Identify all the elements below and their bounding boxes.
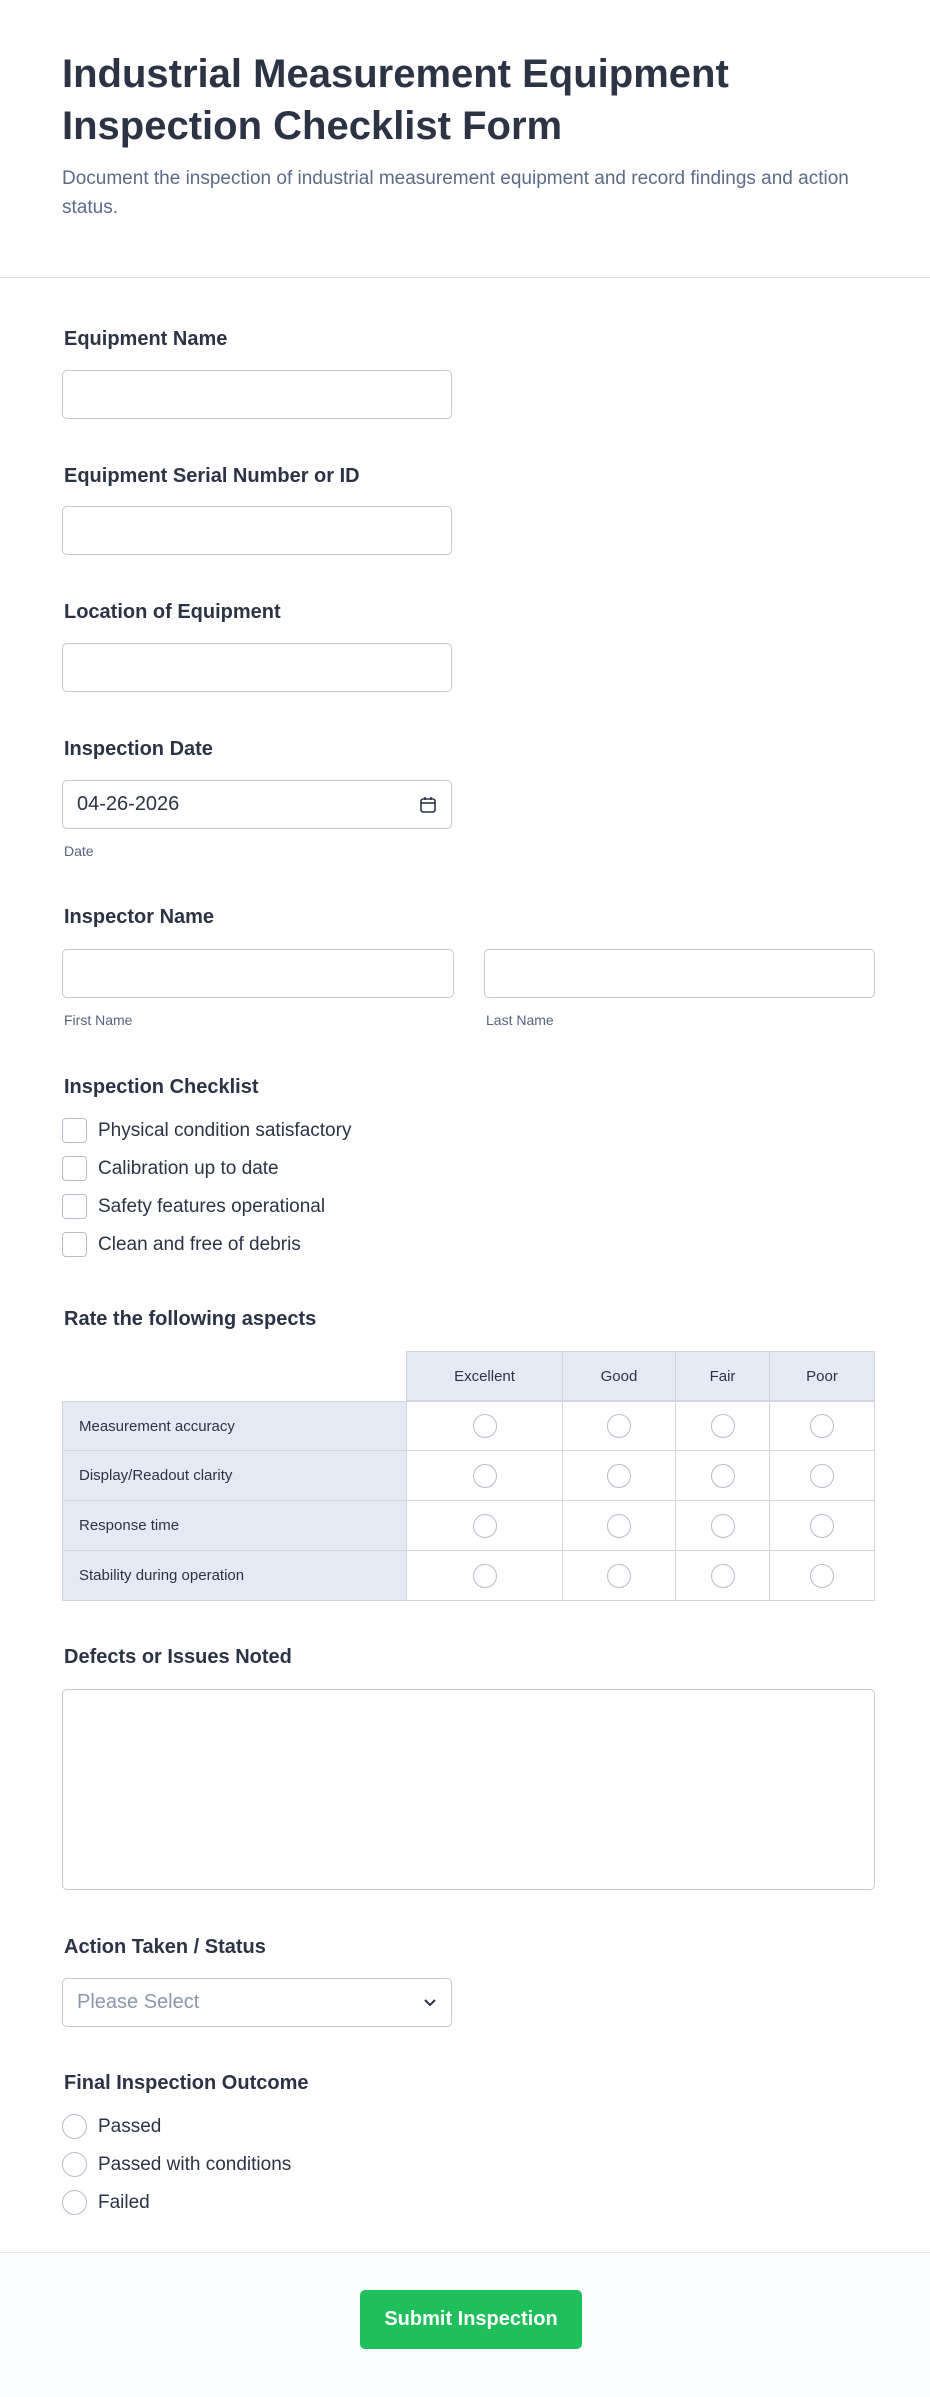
page-title: Industrial Measurement Equipment Inspection Checklist Form bbox=[62, 52, 729, 148]
location-input[interactable] bbox=[62, 643, 452, 692]
checkbox[interactable] bbox=[62, 1156, 87, 1181]
column-header: Excellent bbox=[407, 1351, 563, 1401]
matrix-row bbox=[62, 1401, 875, 1451]
row-label: Measurement accuracy bbox=[62, 1401, 407, 1451]
rating-radio[interactable] bbox=[473, 1414, 497, 1438]
checkbox[interactable] bbox=[62, 1232, 87, 1257]
rating-radio[interactable] bbox=[473, 1464, 497, 1488]
checklist-item[interactable] bbox=[62, 1232, 301, 1257]
calendar-icon[interactable] bbox=[419, 796, 437, 814]
checklist-item[interactable] bbox=[62, 1156, 279, 1181]
page-description: Document the inspection of industrial measurement equipment and record findings and action status. bbox=[62, 168, 849, 218]
equipment-name-label: Equipment Name bbox=[64, 328, 228, 350]
chevron-down-icon bbox=[423, 1998, 437, 2008]
rating-radio[interactable] bbox=[607, 1464, 631, 1488]
rating-radio[interactable] bbox=[473, 1514, 497, 1538]
rating-radio[interactable] bbox=[810, 1464, 834, 1488]
rating-radio[interactable] bbox=[810, 1564, 834, 1588]
row-label: Response time bbox=[62, 1501, 407, 1551]
row-label: Display/Readout clarity bbox=[62, 1451, 407, 1501]
rating-radio[interactable] bbox=[711, 1464, 735, 1488]
column-header: Fair bbox=[676, 1351, 770, 1401]
serial-label: Equipment Serial Number or ID bbox=[64, 465, 360, 487]
checklist-item-label: Safety features operational bbox=[98, 1195, 326, 1217]
action-select[interactable] bbox=[62, 1978, 452, 2027]
checklist-item-label: Clean and free of debris bbox=[98, 1233, 301, 1255]
outcome-option-label: Passed with conditions bbox=[98, 2153, 292, 2175]
rating-label: Rate the following aspects bbox=[64, 1308, 317, 1330]
column-header: Poor bbox=[770, 1351, 875, 1401]
matrix-corner bbox=[62, 1351, 407, 1401]
column-header: Good bbox=[563, 1351, 676, 1401]
outcome-label: Final Inspection Outcome bbox=[64, 2072, 309, 2094]
rating-radio[interactable] bbox=[810, 1514, 834, 1538]
first-name-input[interactable] bbox=[62, 949, 454, 998]
outcome-option[interactable] bbox=[62, 2152, 291, 2177]
date-value: 04-26-2026 bbox=[77, 793, 180, 815]
first-name-sublabel: First Name bbox=[64, 1012, 133, 1028]
outcome-option[interactable] bbox=[62, 2114, 161, 2139]
header-divider bbox=[0, 277, 930, 278]
matrix-row bbox=[62, 1501, 875, 1551]
matrix-row bbox=[62, 1551, 875, 1601]
rating-radio[interactable] bbox=[607, 1414, 631, 1438]
checklist-item-label: Physical condition satisfactory bbox=[98, 1119, 352, 1141]
checkbox[interactable] bbox=[62, 1118, 87, 1143]
radio[interactable] bbox=[62, 2114, 87, 2139]
checklist-item[interactable] bbox=[62, 1118, 351, 1143]
equipment-name-input[interactable] bbox=[62, 370, 452, 419]
outcome-option-label: Passed bbox=[98, 2115, 162, 2137]
outcome-option-label: Failed bbox=[98, 2191, 150, 2213]
checklist-label: Inspection Checklist bbox=[64, 1076, 259, 1098]
rating-radio[interactable] bbox=[473, 1564, 497, 1588]
location-label: Location of Equipment bbox=[64, 601, 281, 623]
radio[interactable] bbox=[62, 2190, 87, 2215]
rating-radio[interactable] bbox=[711, 1564, 735, 1588]
inspector-name-label: Inspector Name bbox=[64, 906, 215, 928]
outcome-option[interactable] bbox=[62, 2190, 150, 2215]
last-name-sublabel: Last Name bbox=[486, 1012, 554, 1028]
last-name-input[interactable] bbox=[484, 949, 875, 998]
rating-matrix bbox=[62, 1351, 875, 1601]
checklist-item-label: Calibration up to date bbox=[98, 1157, 279, 1179]
defects-label: Defects or Issues Noted bbox=[64, 1646, 292, 1668]
rating-radio[interactable] bbox=[711, 1414, 735, 1438]
rating-radio[interactable] bbox=[607, 1564, 631, 1588]
row-label: Stability during operation bbox=[62, 1551, 407, 1601]
action-label: Action Taken / Status bbox=[64, 1936, 266, 1958]
inspection-date-input[interactable] bbox=[62, 780, 452, 829]
rating-radio[interactable] bbox=[607, 1514, 631, 1538]
inspection-date-label: Inspection Date bbox=[64, 738, 213, 760]
submit-button[interactable]: Submit Inspection bbox=[360, 2290, 582, 2349]
radio[interactable] bbox=[62, 2152, 87, 2177]
checklist-item[interactable] bbox=[62, 1194, 325, 1219]
checkbox[interactable] bbox=[62, 1194, 87, 1219]
matrix-row bbox=[62, 1451, 875, 1501]
rating-radio[interactable] bbox=[711, 1514, 735, 1538]
rating-radio[interactable] bbox=[810, 1414, 834, 1438]
date-sublabel: Date bbox=[64, 843, 94, 859]
select-placeholder: Please Select bbox=[77, 1991, 200, 2013]
serial-input[interactable] bbox=[62, 506, 452, 555]
defects-textarea[interactable] bbox=[62, 1689, 875, 1890]
